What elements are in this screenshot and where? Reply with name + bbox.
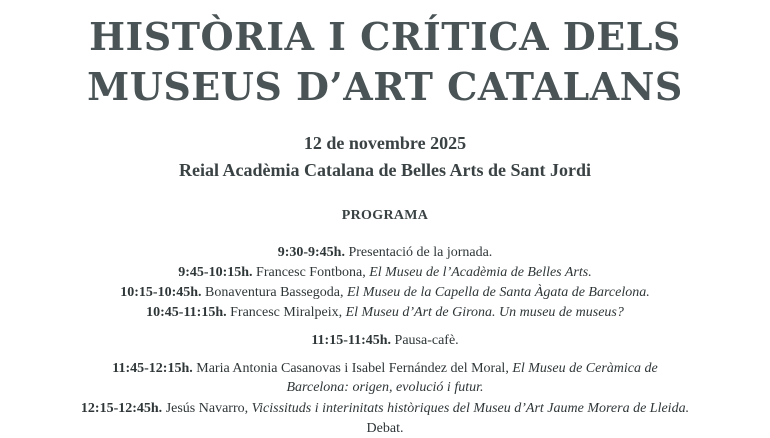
event-date: 12 de novembre 2025 bbox=[303, 133, 467, 153]
title-line-1: HISTÒRIA I CRÍTICA DELS bbox=[89, 14, 681, 59]
program-item bbox=[0, 419, 770, 438]
program-speaker: Maria Antonia Casanovas i Isabel Fernández del Moral, bbox=[192, 361, 513, 376]
program-item bbox=[0, 263, 770, 282]
program-talk-title: El Museu de l’Acadèmia de Belles Arts. bbox=[369, 265, 592, 280]
program-time: 9:30-9:45h. bbox=[277, 245, 345, 260]
program-time: 10:15-10:45h. bbox=[120, 285, 202, 300]
program-item bbox=[0, 243, 770, 262]
program-speaker: Francesc Miralpeix, bbox=[226, 305, 346, 320]
program-speaker: Debat. bbox=[366, 421, 404, 436]
program-speaker: Francesc Fontbona, bbox=[252, 265, 370, 280]
program-speaker: Bonaventura Bassegoda, bbox=[201, 285, 347, 300]
title-line-2: MUSEUS D’ART CATALANS bbox=[87, 64, 683, 109]
program-talk-title: El Museu de Ceràmica de bbox=[512, 361, 658, 376]
program-item bbox=[0, 331, 770, 350]
program-item bbox=[0, 399, 770, 418]
program-time: 9:45-10:15h. bbox=[178, 265, 253, 280]
program-talk-title: El Museu de la Capella de Santa Àgata de Barcelona. bbox=[346, 285, 650, 300]
program-time: 11:15-11:45h. bbox=[311, 333, 392, 348]
program-item bbox=[0, 303, 770, 322]
programa-heading: PROGRAMA bbox=[341, 208, 429, 223]
page-title bbox=[0, 12, 770, 112]
program-talk-title: Vicissituds i interinitats històriques del Museu d’Art Jaume Morera de Lleida. bbox=[251, 401, 690, 416]
program-talk-title: El Museu d’Art de Girona. Un museu de museus? bbox=[345, 305, 624, 320]
program-talk-title: Barcelona: origen, evolució i futur. bbox=[286, 380, 484, 395]
event-venue: Reial Acadèmia Catalana de Belles Arts de Sant Jordi bbox=[179, 160, 591, 180]
program-speaker: Jesús Navarro, bbox=[162, 401, 252, 416]
program-time: 12:15-12:45h. bbox=[80, 401, 163, 416]
program-item-continuation bbox=[0, 378, 770, 397]
program-time: 10:45-11:15h. bbox=[146, 305, 227, 320]
program-speaker: Pausa-cafè. bbox=[391, 333, 459, 348]
program-speaker: Presentació de la jornada. bbox=[344, 245, 493, 260]
program-time: 11:45-12:15h. bbox=[112, 361, 193, 376]
program-item bbox=[0, 283, 770, 302]
program-item bbox=[0, 359, 770, 378]
